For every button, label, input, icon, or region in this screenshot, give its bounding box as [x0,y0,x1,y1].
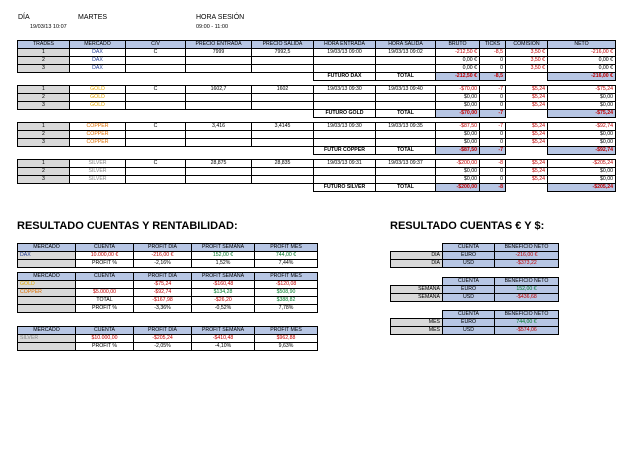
table-row [18,57,616,65]
cell-comision: $5,24 [506,94,548,102]
cell-bruto: $0,00 [436,131,480,139]
cell-ticks: 0 [480,94,506,102]
cell-mercado: SILVER [70,160,126,168]
cell-hora-entrada: 19/03/13 09:30 [314,86,376,94]
total-futuro-label: FUTUR COPPER [314,147,376,155]
cell-mercado: COPPER [70,131,126,139]
cell-mercado: SILVER [70,176,126,184]
cell-trades: 3 [18,102,70,110]
table-row [18,131,616,139]
total-word: TOTAL [376,147,436,155]
table-row: SEMANA EURO 152,00 € [391,286,559,294]
cell-neto: $0,00 [548,139,616,147]
cell-bruto: 0,00 € [436,57,480,65]
cell-hora-entrada: 19/03/13 09:00 [314,49,376,57]
total-row [18,184,616,192]
total-word: TOTAL [376,73,436,81]
cell-cv [126,57,186,65]
pct-dia: -2,16% [134,260,192,268]
res-metals-table [17,272,318,313]
cell-comision: $5,24 [506,102,548,110]
cell-precio-salida: 28,835 [252,160,314,168]
table-row: DÍA EURO -216,00 € [391,252,559,260]
table-row: MES EURO 744,00 € [391,319,559,327]
cell-cv: C [126,160,186,168]
table-row [18,94,616,102]
cell-mercado: COPPER [70,139,126,147]
cell-comision: 3,50 € [506,57,548,65]
cell-hora-entrada [314,102,376,110]
col-precio-entrada: PRECIO ENTRADA [186,41,252,49]
cell-bruto: -$87,50 [436,123,480,131]
total-word: TOTAL [376,110,436,118]
col-mercado: MERCADO [70,41,126,49]
cell-hora-salida: 19/03/13 09:37 [376,160,436,168]
table-row [18,160,616,168]
cell-neto: -$92,74 [548,123,616,131]
table-row [18,139,616,147]
cell-mercado: GOLD [70,94,126,102]
cell-neto: 0,00 € [548,57,616,65]
cell-trades: 1 [18,86,70,94]
cell-bruto: -212,50 € [436,49,480,57]
res-header-row: MERCADO CUENTA PROFIT DÍA PROFIT SEMANA PROFIT MES [18,273,318,281]
cell-trades: 1 [18,49,70,57]
total-neto: -$205,24 [548,184,616,192]
cell-hora-salida: 19/03/13 09:40 [376,86,436,94]
cell-precio-salida [252,176,314,184]
res-col-cuenta: CUENTA [76,244,134,252]
cell-precio-entrada [186,131,252,139]
mercado-silver: SILVER [18,335,76,343]
cell-comision: $5,24 [506,160,548,168]
cell-trades: 2 [18,168,70,176]
cell-comision: $5,24 [506,86,548,94]
resultado-title: RESULTADO CUENTAS Y RENTABILIDAD: [17,220,238,232]
col-precio-salida: PRECIO SALIDA [252,41,314,49]
cell-precio-entrada [186,65,252,73]
trades-header-row [18,41,616,49]
res-header-row: MERCADO CUENTA PROFIT DÍA PROFIT SEMANA PROFIT MES [18,327,318,335]
cell-precio-entrada [186,176,252,184]
cell-trades: 2 [18,131,70,139]
cell-hora-entrada: 19/03/13 09:30 [314,123,376,131]
cell-precio-salida [252,168,314,176]
cell-ticks: 0 [480,168,506,176]
total-row [18,73,616,81]
cell-hora-salida [376,65,436,73]
cell-trades: 3 [18,65,70,73]
total-ticks: -7 [480,110,506,118]
cell-cv [126,131,186,139]
cell-cv [126,65,186,73]
cell-trades: 3 [18,139,70,147]
cell-comision: 3,50 € [506,65,548,73]
cell-cv: C [126,123,186,131]
cell-precio-entrada [186,57,252,65]
cell-precio-salida: 3,4145 [252,123,314,131]
resultado2-title: RESULTADO CUENTAS € Y $: [390,220,545,232]
cell-precio-salida [252,65,314,73]
col-trades: TRADES [18,41,70,49]
res2-semana-table: CUENTA BENEFICIO NETO SEMANA EURO 152,00 € SEMANA USD -$436,68 [390,277,559,302]
table-row [18,168,616,176]
cell-precio-entrada [186,139,252,147]
total-bruto: -$87,50 [436,147,480,155]
cell-hora-salida [376,176,436,184]
table-row [18,102,616,110]
total-word: TOTAL [376,184,436,192]
cell-mercado: DAX [70,49,126,57]
cell-trades: 3 [18,176,70,184]
total-neto: -$92,74 [548,147,616,155]
table-row [18,65,616,73]
cell-neto: $0,00 [548,176,616,184]
table-row: MES USD -$574,06 [391,327,559,335]
dia-label: DÍA [18,14,30,21]
cell-precio-salida [252,94,314,102]
mercado-gold: GOLD [18,281,76,289]
cell-neto: $0,00 [548,102,616,110]
cell-bruto: $0,00 [436,102,480,110]
cell-precio-salida [252,139,314,147]
cell-precio-salida [252,131,314,139]
cell-ticks: 0 [480,65,506,73]
cell-ticks: 0 [480,57,506,65]
res-header-row [18,244,318,252]
cell-precio-salida [252,102,314,110]
total-row [18,110,616,118]
cell-hora-salida [376,94,436,102]
cell-comision: 3,50 € [506,49,548,57]
cell-comision: $5,24 [506,168,548,176]
res-dax-table [17,243,318,268]
cell-precio-entrada [186,102,252,110]
cell-precio-entrada: 7999 [186,49,252,57]
table-row [18,123,616,131]
cell-hora-entrada [314,57,376,65]
col-ticks: TICKS [480,41,506,49]
res-col-semana: PROFIT SEMANA [192,244,255,252]
col-hora-salida: HORA SALIDA [376,41,436,49]
cell-neto: -$205,24 [548,160,616,168]
cell-neto: -216,00 € [548,49,616,57]
cell-hora-salida [376,131,436,139]
cell-hora-salida [376,102,436,110]
res2-mes-table: CUENTA BENEFICIO NETO MES EURO 744,00 € MES USD -$574,06 [390,310,559,335]
total-row [18,147,616,155]
cell-ticks: -7 [480,123,506,131]
cell-bruto: $0,00 [436,176,480,184]
cell-hora-salida [376,57,436,65]
cell-trades: 1 [18,160,70,168]
cell-bruto: $0,00 [436,139,480,147]
cell-cv: C [126,86,186,94]
cell-precio-entrada: 28,875 [186,160,252,168]
table-row [18,260,318,268]
cell-ticks: 0 [480,131,506,139]
cell-mercado: DAX [70,65,126,73]
pct-semana: 1,52% [192,260,255,268]
total-bruto: -212,50 € [436,73,480,81]
cell-mercado: DAX [70,57,126,65]
res-col-mercado: MERCADO [18,244,76,252]
table-row: SEMANA USD -$436,68 [391,294,559,302]
cell-comision: $5,24 [506,131,548,139]
col-neto: NETO [548,41,616,49]
cell-cv [126,168,186,176]
table-row [18,86,616,94]
cell-hora-entrada [314,65,376,73]
cell-bruto: -$200,00 [436,160,480,168]
cell-mercado: COPPER [70,123,126,131]
cell-comision: $5,24 [506,123,548,131]
cuenta: 10.000,00 € [76,252,134,260]
cell-cv [126,94,186,102]
res-col-dia: PROFIT DÍA [134,244,192,252]
total-neto: -$75,24 [548,110,616,118]
cell-hora-salida [376,168,436,176]
cell-precio-salida: 7992,5 [252,49,314,57]
res2-dia-table: CUENTA BENEFICIO NETO DÍA EURO -216,00 € DÍA USD -$373,22 [390,243,559,268]
cell-neto: $0,00 [548,168,616,176]
cell-bruto: 0,00 € [436,65,480,73]
cell-cv [126,139,186,147]
cell-trades: 1 [18,123,70,131]
cell-ticks: -7 [480,86,506,94]
cell-precio-entrada: 3,416 [186,123,252,131]
table-row [18,49,616,57]
hora-sesion-label: HORA SESIÓN [196,14,245,21]
total-neto: -216,00 € [548,73,616,81]
cell-cv [126,176,186,184]
cell-hora-entrada [314,168,376,176]
col-comision: COMISIÓN [506,41,548,49]
profit-mes: 744,00 € [255,252,318,260]
cell-neto: $0,00 [548,94,616,102]
pct-mes: 7,44% [255,260,318,268]
cell-bruto: $0,00 [436,168,480,176]
trades-table [17,40,616,192]
cell-cv [126,102,186,110]
cell-bruto: -$70,00 [436,86,480,94]
cell-cv: C [126,49,186,57]
cell-neto: $0,00 [548,131,616,139]
table-row: DÍA USD -$373,22 [391,260,559,268]
mercado-copper: COPPER [18,289,76,297]
cell-hora-salida: 19/03/13 09:02 [376,49,436,57]
cell-trades: 2 [18,94,70,102]
cell-mercado: GOLD [70,102,126,110]
cell-ticks: -8 [480,160,506,168]
res-silver-table [17,326,318,351]
cell-ticks: 0 [480,102,506,110]
cell-trades: 2 [18,57,70,65]
profit-semana: 152,00 € [192,252,255,260]
cell-comision: $5,24 [506,139,548,147]
hora-sesion-value: 09:00 - 11:00 [196,24,229,30]
col-cv: C/V [126,41,186,49]
total-ticks: -7 [480,147,506,155]
cell-ticks: -8,5 [480,49,506,57]
cell-neto: 0,00 € [548,65,616,73]
table-row: PROFIT % -3,36% -0,52% 7,78% [18,305,318,313]
profit-dia: -216,00 € [134,252,192,260]
table-row: GOLD -$75,24 -$160,48 -$120,08 [18,281,318,289]
cell-mercado: SILVER [70,168,126,176]
table-row [18,252,318,260]
total-futuro-label: FUTURO DAX [314,73,376,81]
cell-precio-entrada [186,168,252,176]
cell-hora-salida: 19/03/13 09:35 [376,123,436,131]
mercado-dax: DAX [18,252,76,260]
cell-mercado: GOLD [70,86,126,94]
cell-precio-entrada: 1602,7 [186,86,252,94]
total-ticks: -8,5 [480,73,506,81]
cell-hora-entrada [314,94,376,102]
cell-comision: $5,24 [506,176,548,184]
table-row: SILVER $10.000,00 -$205,24 -$410,48 $962,88 [18,335,318,343]
res-col-mes: PROFIT MES [255,244,318,252]
table-row [18,176,616,184]
cell-precio-entrada [186,94,252,102]
table-row: COPPER $5.000,00 -$92,74 $134,28 $508,90 [18,289,318,297]
cell-ticks: 0 [480,139,506,147]
dia-value: MARTES [78,14,108,21]
cell-ticks: 0 [480,176,506,184]
total-futuro-label: FUTURO SILVER [314,184,376,192]
cell-bruto: $0,00 [436,94,480,102]
cell-hora-entrada [314,139,376,147]
total-bruto: -$70,00 [436,110,480,118]
cell-neto: -$75,24 [548,86,616,94]
fecha: 19/03/13 10:07 [30,24,67,30]
total-futuro-label: FUTURO GOLD [314,110,376,118]
profit-pct-label: PROFIT % [76,260,134,268]
table-row: PROFIT % -2,05% -4,10% 9,63% [18,343,318,351]
col-bruto: BRUTO [436,41,480,49]
total-bruto: -$200,00 [436,184,480,192]
cell-precio-salida: 1602 [252,86,314,94]
col-hora-entrada: HORA ENTRADA [314,41,376,49]
table-row: TOTAL -$167,98 -$26,20 $388,82 [18,297,318,305]
cell-hora-entrada [314,131,376,139]
total-ticks: -8 [480,184,506,192]
cell-hora-salida [376,139,436,147]
cell-precio-salida [252,57,314,65]
cell-hora-entrada: 19/03/13 09:31 [314,160,376,168]
cell-hora-entrada [314,176,376,184]
